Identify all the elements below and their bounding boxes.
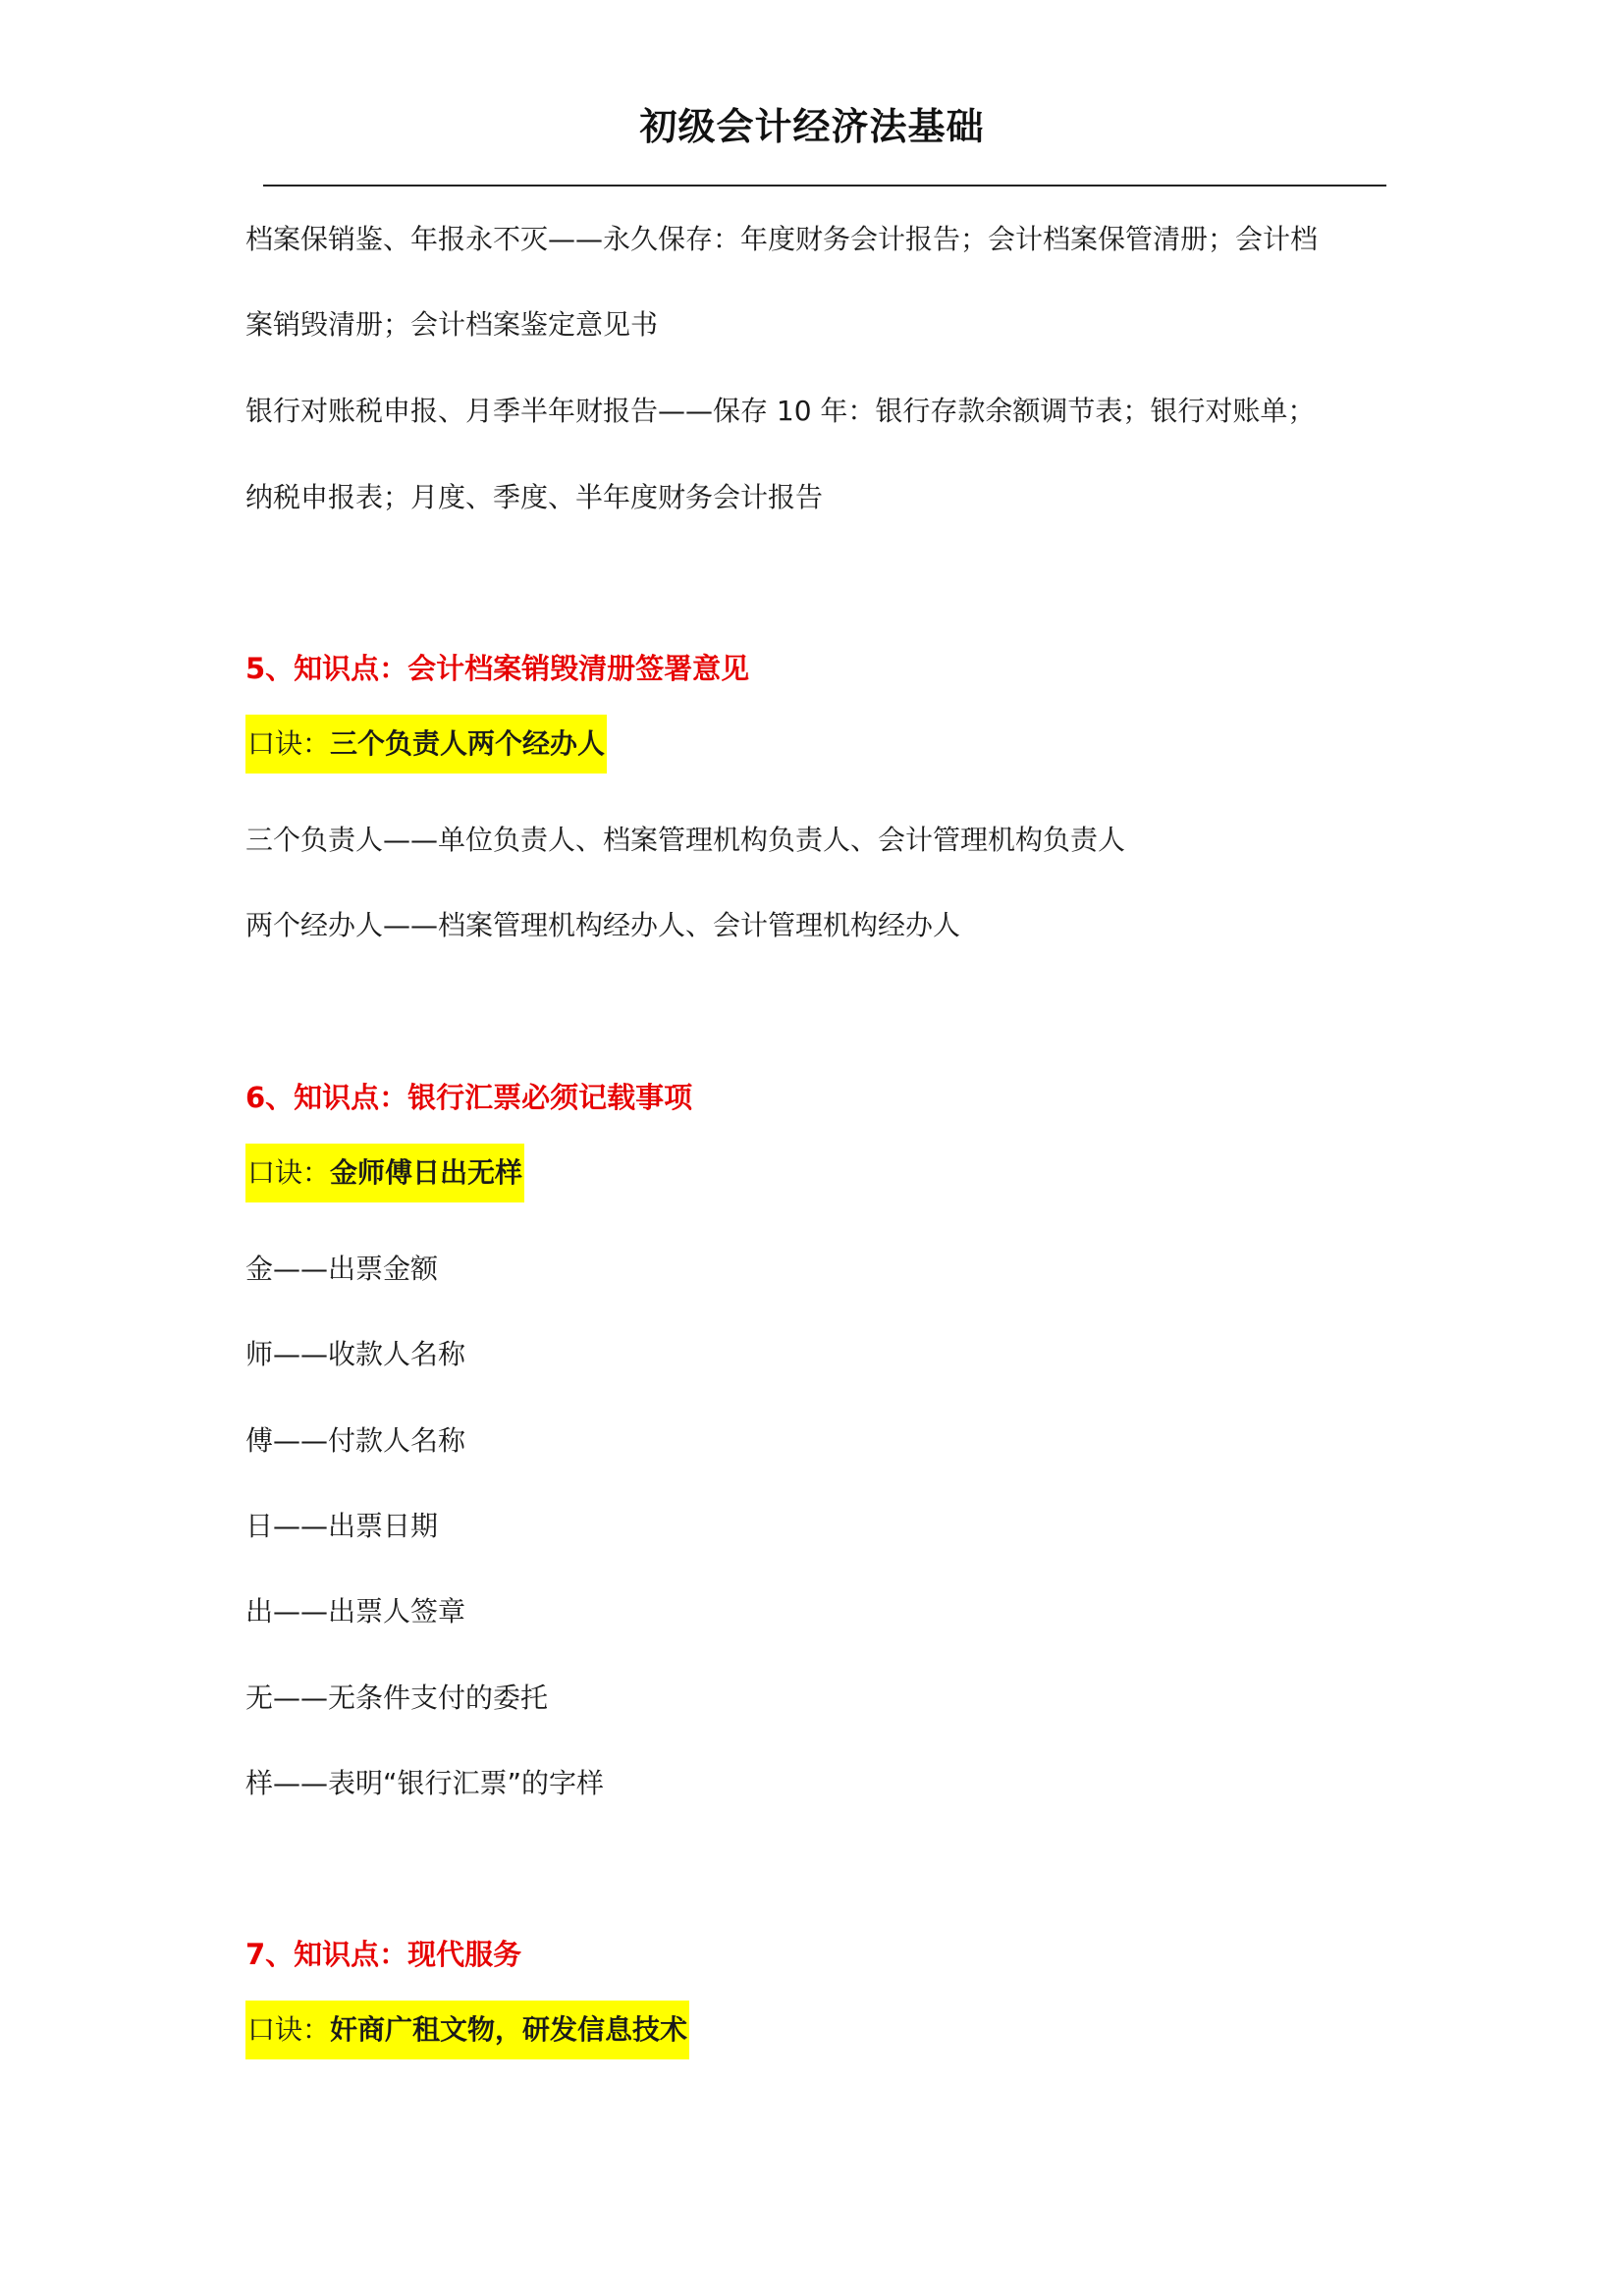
section-6-item: 金——出票金额 <box>245 1253 439 1285</box>
intro-line-2: 案销毁清册；会计档案鉴定意见书 <box>245 308 659 341</box>
mnemonic-label: 口诀： <box>247 1156 331 1189</box>
section-7-mnemonic <box>245 2001 689 2059</box>
intro-line-4: 纳税申报表；月度、季度、半年度财务会计报告 <box>245 481 824 513</box>
mnemonic-label: 口诀： <box>247 2013 331 2046</box>
mnemonic-text: 三个负责人两个经办人 <box>330 727 606 760</box>
section-6-heading: 6、知识点：银行汇票必须记载事项 <box>245 1081 693 1114</box>
intro-line-1: 档案保销鉴、年报永不灭——永久保存：年度财务会计报告；会计档案保管清册；会计档 <box>245 223 1319 255</box>
page-title: 初级会计经济法基础 <box>639 105 985 148</box>
section-6-item: 日——出票日期 <box>245 1510 439 1542</box>
section-6-item: 样——表明“银行汇票”的字样 <box>245 1767 605 1799</box>
intro-line-3: 银行对账税申报、月季半年财报告——保存 10 年：银行存款余额调节表；银行对账单； <box>245 395 1316 427</box>
section-6-item: 师——收款人名称 <box>245 1338 466 1370</box>
mnemonic-text: 金师傅日出无样 <box>330 1156 523 1189</box>
section-6-mnemonic <box>245 1144 524 1202</box>
header-divider <box>263 185 1386 187</box>
section-6-item: 出——出票人签章 <box>245 1595 466 1628</box>
section-5-heading: 5、知识点：会计档案销毁清册签署意见 <box>245 652 750 685</box>
section-5-item: 两个经办人——档案管理机构经办人、会计管理机构经办人 <box>245 909 961 941</box>
section-5-item: 三个负责人——单位负责人、档案管理机构负责人、会计管理机构负责人 <box>245 824 1126 856</box>
mnemonic-label: 口诀： <box>247 727 331 760</box>
section-7-heading: 7、知识点：现代服务 <box>245 1938 522 1971</box>
section-6-item: 无——无条件支付的委托 <box>245 1682 549 1714</box>
section-6-item: 傅——付款人名称 <box>245 1424 466 1457</box>
mnemonic-text: 奸商广租文物，研发信息技术 <box>330 2013 688 2046</box>
section-5-mnemonic <box>245 715 607 774</box>
